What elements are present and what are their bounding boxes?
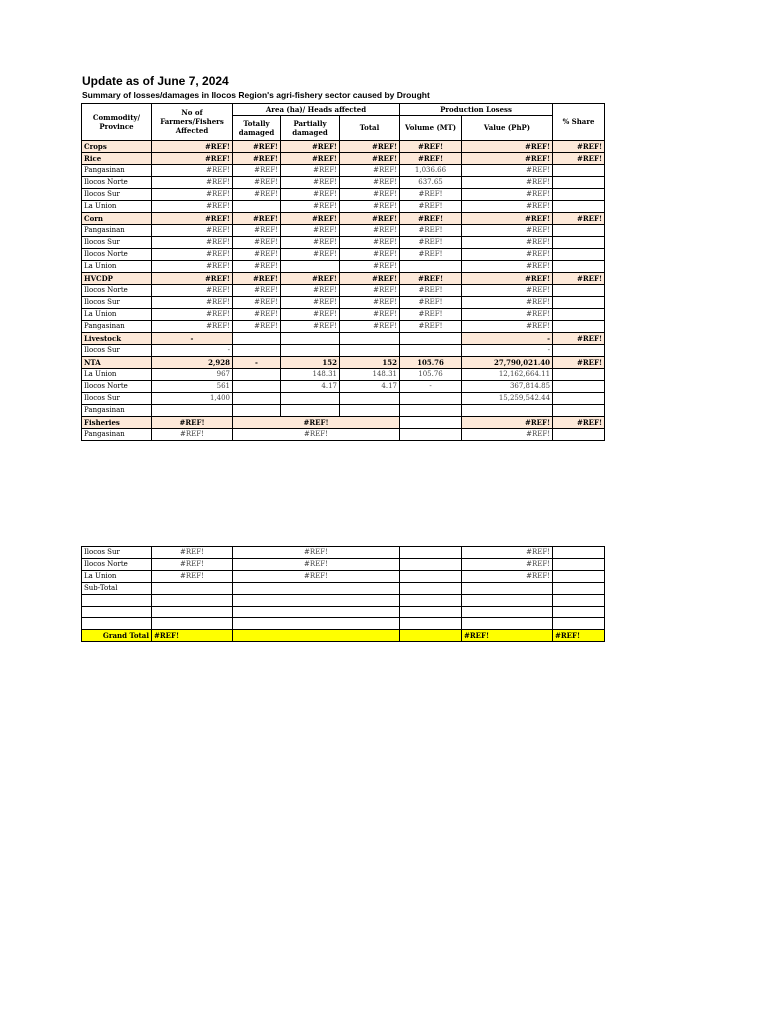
value-cell: #REF! xyxy=(462,176,553,188)
farmers-cell: 967 xyxy=(152,368,233,380)
totally-cell: #REF! xyxy=(233,284,281,296)
partially-cell: #REF! xyxy=(281,248,340,260)
share-cell xyxy=(553,368,605,380)
totally-cell: #REF! xyxy=(233,152,281,164)
totally-cell: #REF! xyxy=(233,188,281,200)
value-cell: #REF! xyxy=(462,152,553,164)
farmers-cell: #REF! xyxy=(152,152,233,164)
share-cell: #REF! xyxy=(553,140,605,152)
category-row xyxy=(82,152,605,164)
table-row xyxy=(82,428,605,440)
volume-cell xyxy=(400,606,462,618)
header-value: Value (PhP) xyxy=(462,115,553,140)
value-cell: #REF! xyxy=(462,164,553,176)
table-row xyxy=(82,368,605,380)
table-row xyxy=(82,308,605,320)
total-cell: #REF! xyxy=(340,212,400,224)
share-cell xyxy=(553,404,605,416)
totally-cell: #REF! xyxy=(233,260,281,272)
share-cell xyxy=(553,583,605,595)
table-row xyxy=(82,224,605,236)
volume-cell: #REF! xyxy=(400,140,462,152)
commodity-cell: Pangasinan xyxy=(82,428,152,440)
partially-cell: #REF! xyxy=(281,284,340,296)
area-cell xyxy=(233,606,400,618)
partially-cell: #REF! xyxy=(281,140,340,152)
total-cell: #REF! xyxy=(340,140,400,152)
commodity-cell: Livestock xyxy=(82,332,152,344)
totally-cell: #REF! xyxy=(233,176,281,188)
totally-cell: - xyxy=(233,356,281,368)
value-cell: 27,790,021.40 xyxy=(462,356,553,368)
volume-cell xyxy=(400,404,462,416)
commodity-cell: Ilocos Sur xyxy=(82,188,152,200)
farmers-cell: #REF! xyxy=(152,236,233,248)
table-row xyxy=(82,284,605,296)
total-cell xyxy=(340,332,400,344)
partially-cell: #REF! xyxy=(281,152,340,164)
value-cell: #REF! xyxy=(462,284,553,296)
share-cell xyxy=(553,308,605,320)
volume-cell: 1,036.66 xyxy=(400,164,462,176)
farmers-cell: #REF! xyxy=(152,571,233,583)
share-cell xyxy=(553,559,605,571)
table-row xyxy=(82,320,605,332)
volume-cell: #REF! xyxy=(400,224,462,236)
value-cell xyxy=(462,606,553,618)
volume-cell: #REF! xyxy=(400,308,462,320)
farmers-cell: #REF! xyxy=(152,308,233,320)
commodity-cell: La Union xyxy=(82,260,152,272)
farmers-cell: #REF! xyxy=(152,140,233,152)
share-cell: #REF! xyxy=(553,416,605,428)
value-cell: #REF! xyxy=(462,559,553,571)
commodity-cell: Pangasinan xyxy=(82,320,152,332)
partially-cell: #REF! xyxy=(281,224,340,236)
share-cell xyxy=(553,320,605,332)
total-cell: #REF! xyxy=(340,272,400,284)
value-cell: #REF! xyxy=(462,320,553,332)
commodity-cell: NTA xyxy=(82,356,152,368)
value-cell: #REF! xyxy=(462,629,553,641)
totally-cell xyxy=(233,200,281,212)
value-cell: #REF! xyxy=(462,272,553,284)
share-cell xyxy=(553,428,605,440)
total-cell: 4.17 xyxy=(340,380,400,392)
commodity-cell: La Union xyxy=(82,200,152,212)
value-cell: #REF! xyxy=(462,571,553,583)
total-cell: #REF! xyxy=(340,320,400,332)
total-cell: #REF! xyxy=(340,164,400,176)
commodity-cell: Ilocos Norte xyxy=(82,176,152,188)
value-cell: 367,814.85 xyxy=(462,380,553,392)
farmers-cell xyxy=(152,404,233,416)
commodity-cell: Pangasinan xyxy=(82,404,152,416)
partially-cell: #REF! xyxy=(281,272,340,284)
commodity-cell: Ilocos Norte xyxy=(82,559,152,571)
partially-cell xyxy=(281,332,340,344)
commodity-cell: Sub-Total xyxy=(82,583,152,595)
totally-cell: #REF! xyxy=(233,248,281,260)
partially-cell: 152 xyxy=(281,356,340,368)
farmers-cell: #REF! xyxy=(152,212,233,224)
farmers-cell: #REF! xyxy=(152,164,233,176)
share-cell: #REF! xyxy=(553,629,605,641)
farmers-cell: 561 xyxy=(152,380,233,392)
totally-cell: #REF! xyxy=(233,140,281,152)
commodity-cell: Grand Total xyxy=(82,629,152,641)
volume-cell: 105.76 xyxy=(400,368,462,380)
area-cell: #REF! xyxy=(233,428,400,440)
volume-cell: 105.76 xyxy=(400,356,462,368)
totally-cell xyxy=(233,404,281,416)
share-cell xyxy=(553,260,605,272)
volume-cell xyxy=(400,595,462,607)
totally-cell: #REF! xyxy=(233,308,281,320)
totally-cell xyxy=(233,332,281,344)
volume-cell: #REF! xyxy=(400,296,462,308)
value-cell xyxy=(462,618,553,630)
area-cell: #REF! xyxy=(233,571,400,583)
share-cell xyxy=(553,380,605,392)
farmers-cell: #REF! xyxy=(152,176,233,188)
volume-cell xyxy=(400,571,462,583)
value-cell: #REF! xyxy=(462,188,553,200)
volume-cell xyxy=(400,618,462,630)
totally-cell xyxy=(233,392,281,404)
category-row xyxy=(82,212,605,224)
area-cell: #REF! xyxy=(233,416,400,428)
share-cell xyxy=(553,224,605,236)
share-cell xyxy=(553,164,605,176)
share-cell xyxy=(553,547,605,559)
partially-cell xyxy=(281,344,340,356)
commodity-cell: HVCDP xyxy=(82,272,152,284)
farmers-cell: - xyxy=(152,332,233,344)
partially-cell xyxy=(281,404,340,416)
partially-cell: #REF! xyxy=(281,212,340,224)
value-cell: 12,162,664.11 xyxy=(462,368,553,380)
commodity-cell: Ilocos Norte xyxy=(82,284,152,296)
volume-cell: #REF! xyxy=(400,212,462,224)
share-cell xyxy=(553,296,605,308)
table-row xyxy=(82,618,605,630)
commodity-cell xyxy=(82,595,152,607)
volume-cell: 637.65 xyxy=(400,176,462,188)
commodity-cell: Rice xyxy=(82,152,152,164)
partially-cell: #REF! xyxy=(281,320,340,332)
category-row xyxy=(82,416,605,428)
header-production: Production Losess xyxy=(400,104,553,116)
value-cell: - xyxy=(462,344,553,356)
table-row xyxy=(82,559,605,571)
page-title: Update as of June 7, 2024 xyxy=(82,74,229,88)
table-row xyxy=(82,296,605,308)
total-cell: #REF! xyxy=(340,200,400,212)
category-row xyxy=(82,356,605,368)
partially-cell: 4.17 xyxy=(281,380,340,392)
totally-cell: #REF! xyxy=(233,272,281,284)
table-row xyxy=(82,606,605,618)
losses-table xyxy=(81,103,605,441)
totally-cell: #REF! xyxy=(233,296,281,308)
totally-cell xyxy=(233,368,281,380)
total-cell: 152 xyxy=(340,356,400,368)
area-cell: #REF! xyxy=(233,559,400,571)
value-cell xyxy=(462,595,553,607)
totally-cell xyxy=(233,344,281,356)
commodity-cell: Ilocos Norte xyxy=(82,248,152,260)
farmers-cell xyxy=(152,606,233,618)
commodity-cell: La Union xyxy=(82,571,152,583)
header-farmers: No of Farmers/Fishers Affected xyxy=(152,104,233,141)
area-cell xyxy=(233,618,400,630)
share-cell xyxy=(553,188,605,200)
partially-cell: #REF! xyxy=(281,236,340,248)
value-cell: #REF! xyxy=(462,308,553,320)
commodity-cell: Ilocos Sur xyxy=(82,344,152,356)
share-cell xyxy=(553,248,605,260)
partially-cell xyxy=(281,260,340,272)
category-row xyxy=(82,272,605,284)
value-cell: #REF! xyxy=(462,200,553,212)
share-cell: #REF! xyxy=(553,356,605,368)
value-cell: #REF! xyxy=(462,416,553,428)
table-row xyxy=(82,248,605,260)
volume-cell xyxy=(400,559,462,571)
value-cell: #REF! xyxy=(462,428,553,440)
partially-cell: #REF! xyxy=(281,164,340,176)
value-cell xyxy=(462,583,553,595)
total-cell: #REF! xyxy=(340,188,400,200)
header-area: Area (ha)/ Heads affected xyxy=(233,104,400,116)
table-row xyxy=(82,571,605,583)
commodity-cell xyxy=(82,606,152,618)
partially-cell xyxy=(281,392,340,404)
farmers-cell: 1,400 xyxy=(152,392,233,404)
total-cell: #REF! xyxy=(340,176,400,188)
share-cell xyxy=(553,284,605,296)
commodity-cell: La Union xyxy=(82,368,152,380)
totally-cell: #REF! xyxy=(233,320,281,332)
partially-cell: #REF! xyxy=(281,296,340,308)
commodity-cell xyxy=(82,618,152,630)
table-row xyxy=(82,380,605,392)
total-cell: #REF! xyxy=(340,236,400,248)
header-partially: Partially damaged xyxy=(281,115,340,140)
volume-cell xyxy=(400,416,462,428)
share-cell: #REF! xyxy=(553,152,605,164)
volume-cell: #REF! xyxy=(400,272,462,284)
value-cell: #REF! xyxy=(462,547,553,559)
totally-cell: #REF! xyxy=(233,164,281,176)
farmers-cell: #REF! xyxy=(152,260,233,272)
farmers-cell: #REF! xyxy=(152,296,233,308)
totally-cell: #REF! xyxy=(233,236,281,248)
total-cell xyxy=(340,392,400,404)
total-cell: 148.31 xyxy=(340,368,400,380)
volume-cell: #REF! xyxy=(400,248,462,260)
table-row xyxy=(82,188,605,200)
volume-cell: #REF! xyxy=(400,284,462,296)
partially-cell: #REF! xyxy=(281,188,340,200)
value-cell: #REF! xyxy=(462,248,553,260)
volume-cell xyxy=(400,260,462,272)
commodity-cell: Ilocos Norte xyxy=(82,380,152,392)
table-row xyxy=(82,583,605,595)
share-cell xyxy=(553,595,605,607)
farmers-cell: 2,928 xyxy=(152,356,233,368)
table-row xyxy=(82,392,605,404)
total-cell: #REF! xyxy=(340,152,400,164)
commodity-cell: Ilocos Sur xyxy=(82,296,152,308)
table-row xyxy=(82,176,605,188)
volume-cell xyxy=(400,547,462,559)
table-row xyxy=(82,547,605,559)
commodity-cell: Pangasinan xyxy=(82,164,152,176)
table-row xyxy=(82,164,605,176)
total-cell xyxy=(340,404,400,416)
total-cell: #REF! xyxy=(340,296,400,308)
farmers-cell: #REF! xyxy=(152,559,233,571)
share-cell xyxy=(553,392,605,404)
total-cell: #REF! xyxy=(340,284,400,296)
commodity-cell: Pangasinan xyxy=(82,224,152,236)
total-cell: #REF! xyxy=(340,248,400,260)
value-cell xyxy=(462,404,553,416)
share-cell xyxy=(553,606,605,618)
farmers-cell: #REF! xyxy=(152,248,233,260)
share-cell xyxy=(553,344,605,356)
table-row xyxy=(82,200,605,212)
commodity-cell: Ilocos Sur xyxy=(82,236,152,248)
area-cell: #REF! xyxy=(233,547,400,559)
header-volume: Volume (MT) xyxy=(400,115,462,140)
page-subtitle: Summary of losses/damages in Ilocos Region's agri-fishery sector caused by Drought xyxy=(82,90,430,100)
totally-cell xyxy=(233,380,281,392)
share-cell xyxy=(553,618,605,630)
partially-cell: 148.31 xyxy=(281,368,340,380)
share-cell xyxy=(553,236,605,248)
commodity-cell: Fisheries xyxy=(82,416,152,428)
table-row xyxy=(82,344,605,356)
partially-cell: #REF! xyxy=(281,308,340,320)
totally-cell: #REF! xyxy=(233,224,281,236)
volume-cell: #REF! xyxy=(400,152,462,164)
farmers-cell: #REF! xyxy=(152,284,233,296)
farmers-cell: #REF! xyxy=(152,224,233,236)
share-cell: #REF! xyxy=(553,332,605,344)
volume-cell: - xyxy=(400,380,462,392)
share-cell: #REF! xyxy=(553,272,605,284)
farmers-cell: #REF! xyxy=(152,428,233,440)
total-cell: #REF! xyxy=(340,224,400,236)
value-cell: #REF! xyxy=(462,224,553,236)
value-cell: #REF! xyxy=(462,236,553,248)
table-row xyxy=(82,404,605,416)
volume-cell xyxy=(400,629,462,641)
commodity-cell: Crops xyxy=(82,140,152,152)
volume-cell: #REF! xyxy=(400,200,462,212)
farmers-cell: #REF! xyxy=(152,320,233,332)
grand-total-row xyxy=(82,629,605,641)
total-cell: #REF! xyxy=(340,260,400,272)
header-share: % Share xyxy=(553,104,605,141)
fisheries-detail-table xyxy=(81,546,605,642)
farmers-cell xyxy=(152,583,233,595)
volume-cell xyxy=(400,428,462,440)
farmers-cell: #REF! xyxy=(152,416,233,428)
totally-cell: #REF! xyxy=(233,212,281,224)
category-row xyxy=(82,332,605,344)
table-row xyxy=(82,236,605,248)
volume-cell: #REF! xyxy=(400,320,462,332)
farmers-cell: #REF! xyxy=(152,188,233,200)
table-row xyxy=(82,260,605,272)
category-row xyxy=(82,140,605,152)
volume-cell: #REF! xyxy=(400,236,462,248)
commodity-cell: Ilocos Sur xyxy=(82,547,152,559)
value-cell: #REF! xyxy=(462,212,553,224)
header-total: Total xyxy=(340,115,400,140)
farmers-cell: #REF! xyxy=(152,629,233,641)
area-cell xyxy=(233,629,400,641)
header-totally: Totally damaged xyxy=(233,115,281,140)
volume-cell xyxy=(400,392,462,404)
area-cell xyxy=(233,583,400,595)
farmers-cell xyxy=(152,595,233,607)
share-cell xyxy=(553,571,605,583)
farmers-cell: #REF! xyxy=(152,200,233,212)
commodity-cell: Corn xyxy=(82,212,152,224)
commodity-cell: Ilocos Sur xyxy=(82,392,152,404)
share-cell: #REF! xyxy=(553,212,605,224)
header-commodity: Commodity/ Province xyxy=(82,104,152,141)
volume-cell xyxy=(400,332,462,344)
volume-cell: #REF! xyxy=(400,188,462,200)
farmers-cell: #REF! xyxy=(152,272,233,284)
share-cell xyxy=(553,200,605,212)
table-row xyxy=(82,595,605,607)
share-cell xyxy=(553,176,605,188)
value-cell: #REF! xyxy=(462,296,553,308)
commodity-cell: La Union xyxy=(82,308,152,320)
volume-cell xyxy=(400,583,462,595)
farmers-cell: - xyxy=(152,344,233,356)
value-cell: 15,259,542.44 xyxy=(462,392,553,404)
farmers-cell xyxy=(152,618,233,630)
total-cell xyxy=(340,344,400,356)
farmers-cell: #REF! xyxy=(152,547,233,559)
value-cell: #REF! xyxy=(462,260,553,272)
total-cell: #REF! xyxy=(340,308,400,320)
value-cell: #REF! xyxy=(462,140,553,152)
partially-cell: #REF! xyxy=(281,200,340,212)
volume-cell xyxy=(400,344,462,356)
value-cell: - xyxy=(462,332,553,344)
area-cell xyxy=(233,595,400,607)
partially-cell: #REF! xyxy=(281,176,340,188)
